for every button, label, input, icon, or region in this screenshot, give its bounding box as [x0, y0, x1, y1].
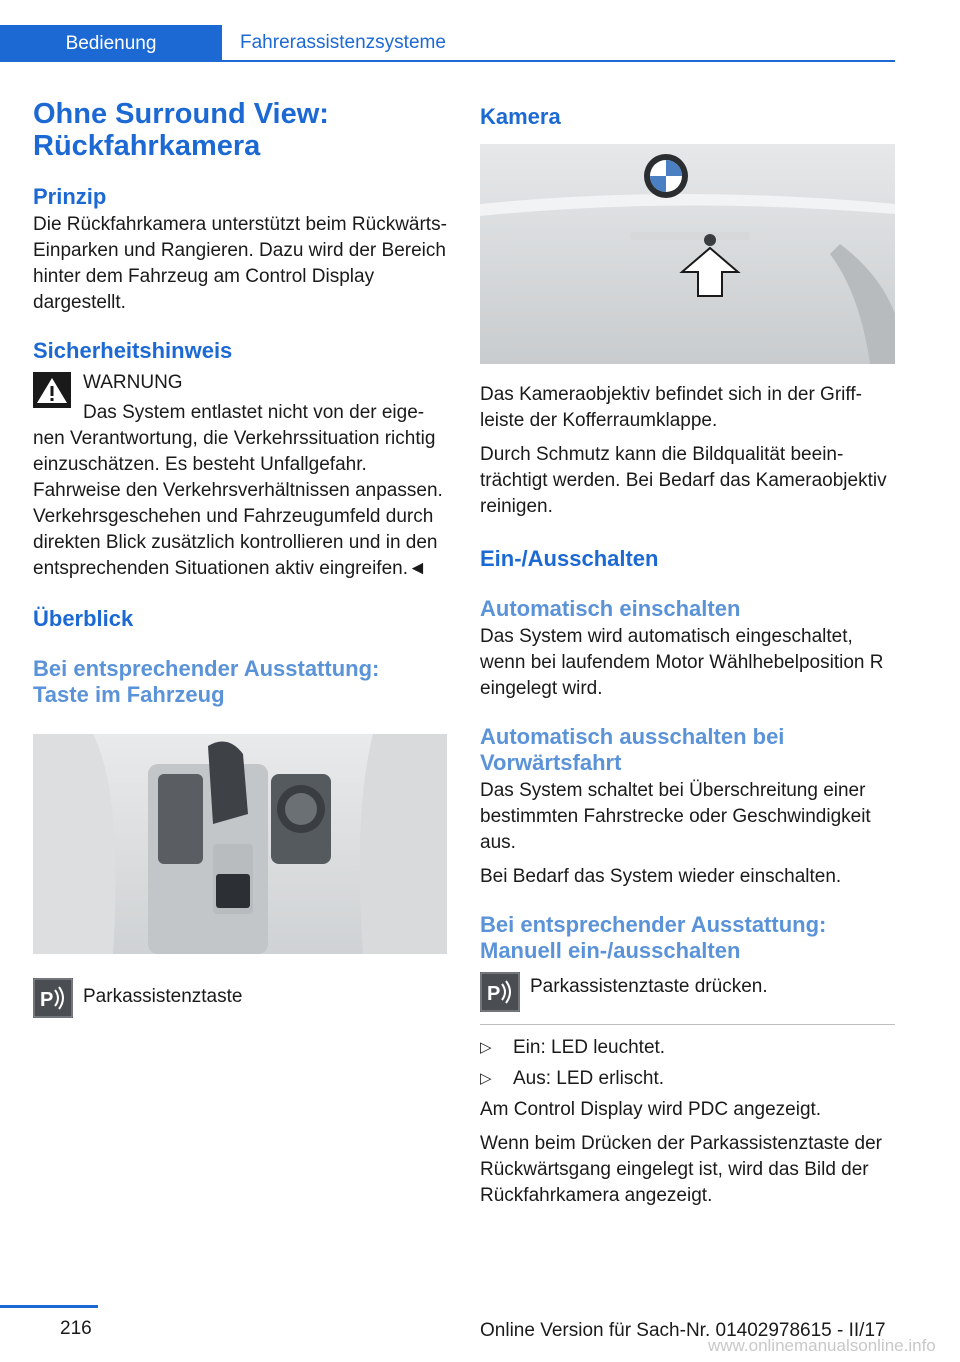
park-assist-icon [33, 978, 73, 1018]
section-title: Ohne Surround View: Rückfahrkamera [33, 98, 329, 162]
prinzip-text: Die Rückfahrkamera unterstützt beim Rückwärts-Einparken und Rangieren. Dazu wird der Bereich hinter dem Fahrzeug am Control Display dargestellt. [33, 214, 447, 313]
footer-accent-line [0, 1305, 98, 1308]
warning-text: Das System entlastet nicht von der eigenen Verantwortung, die Verkehrssituation richtig einzuschätzen. Es besteht Unfallgefahr. Fahrweise den Verkehrsverhältnissen anpassen. Verkehrsgeschehen und Fahrzeugumfeld durch direkten Blick zusätzlich kontrollieren und in den entsprechenden Situationen aktiv eingreifen.◄ [33, 402, 443, 579]
warning-block [33, 370, 447, 582]
triangle-right-icon: ▷ [480, 1039, 492, 1056]
auto-ein-text: Das System wird automatisch eingeschaltet, wenn bei laufendem Motor Wählhebelposition R eingelegt wird. [480, 626, 884, 699]
list-item-text: Ein: LED leuchtet. [513, 1037, 666, 1058]
final-text: Wenn beim Drücken der Parkassistenztaste der Rückwärtsgang eingelegt ist, wird das Bild der Rückfahrkamera angezeigt. [480, 1133, 882, 1206]
auto-aus-text-1: Das System schaltet bei Überschreitung einer bestimmten Fahrstrecke oder Geschwindigkeit aus. [480, 780, 871, 853]
button-caption: Parkassistenztaste [83, 986, 243, 1007]
prinzip-heading: Prinzip [33, 184, 107, 209]
park-assist-icon [480, 972, 520, 1012]
ein-aus-heading: Ein-/Ausschalten [480, 546, 659, 571]
right-column [480, 104, 895, 1209]
pdc-text: Am Control Display wird PDC angezeigt. [480, 1099, 822, 1120]
manuell-heading: Bei entsprechender Ausstattung: Manuell ein-/ausschalten [480, 912, 827, 963]
list-item-text: Aus: LED erlischt. [513, 1068, 664, 1089]
svg-text:P: P [40, 989, 54, 1011]
list-item [480, 1035, 895, 1061]
auto-ein-heading: Automatisch einschalten [480, 596, 741, 621]
tab-fahrerassistenzsysteme[interactable]: Fahrerassistenzsysteme [240, 32, 446, 53]
center-console-photo [33, 734, 447, 954]
kamera-heading: Kamera [480, 104, 561, 129]
auto-aus-text-2: Bei Bedarf das System wieder einschalten. [480, 866, 842, 887]
warning-triangle-icon [33, 372, 71, 408]
triangle-right-icon: ▷ [480, 1070, 492, 1087]
sicherheit-heading: Sicherheitshinweis [33, 338, 233, 363]
auto-aus-heading: Automatisch ausschalten bei Vorwärtsfahrt [480, 724, 785, 775]
watermark: www.onlinemanualsonline.info [708, 1336, 936, 1355]
svg-text:P: P [487, 983, 501, 1005]
manuell-row [480, 974, 895, 1014]
warning-label: WARNUNG [83, 372, 183, 393]
ueberblick-heading: Überblick [33, 606, 134, 631]
tab-bedienung[interactable]: Bedienung [0, 25, 222, 62]
kamera-text-1: Das Kameraobjektiv befindet sich in der Griffleiste der Kofferraumklappe. [480, 384, 862, 431]
divider [480, 1024, 895, 1025]
header-tabs [0, 25, 895, 62]
manuell-text: Parkassistenztaste drücken. [530, 976, 768, 997]
kamera-text-2: Durch Schmutz kann die Bildqualität beeinträchtigt werden. Bei Bedarf das Kameraobjektiv reinigen. [480, 444, 887, 517]
online-version-text: Online Version für Sach-Nr. 01402978615 - II/17 [480, 1320, 886, 1341]
button-caption-row [33, 984, 447, 1024]
trunk-camera-photo [480, 144, 895, 364]
page-number: 216 [60, 1318, 92, 1339]
ausstattung-heading: Bei entsprechender Ausstattung: Taste im Fahrzeug [33, 656, 380, 707]
tab-underline [222, 60, 895, 62]
list-item [480, 1066, 895, 1092]
left-column [33, 98, 447, 1024]
led-list [480, 1035, 895, 1092]
